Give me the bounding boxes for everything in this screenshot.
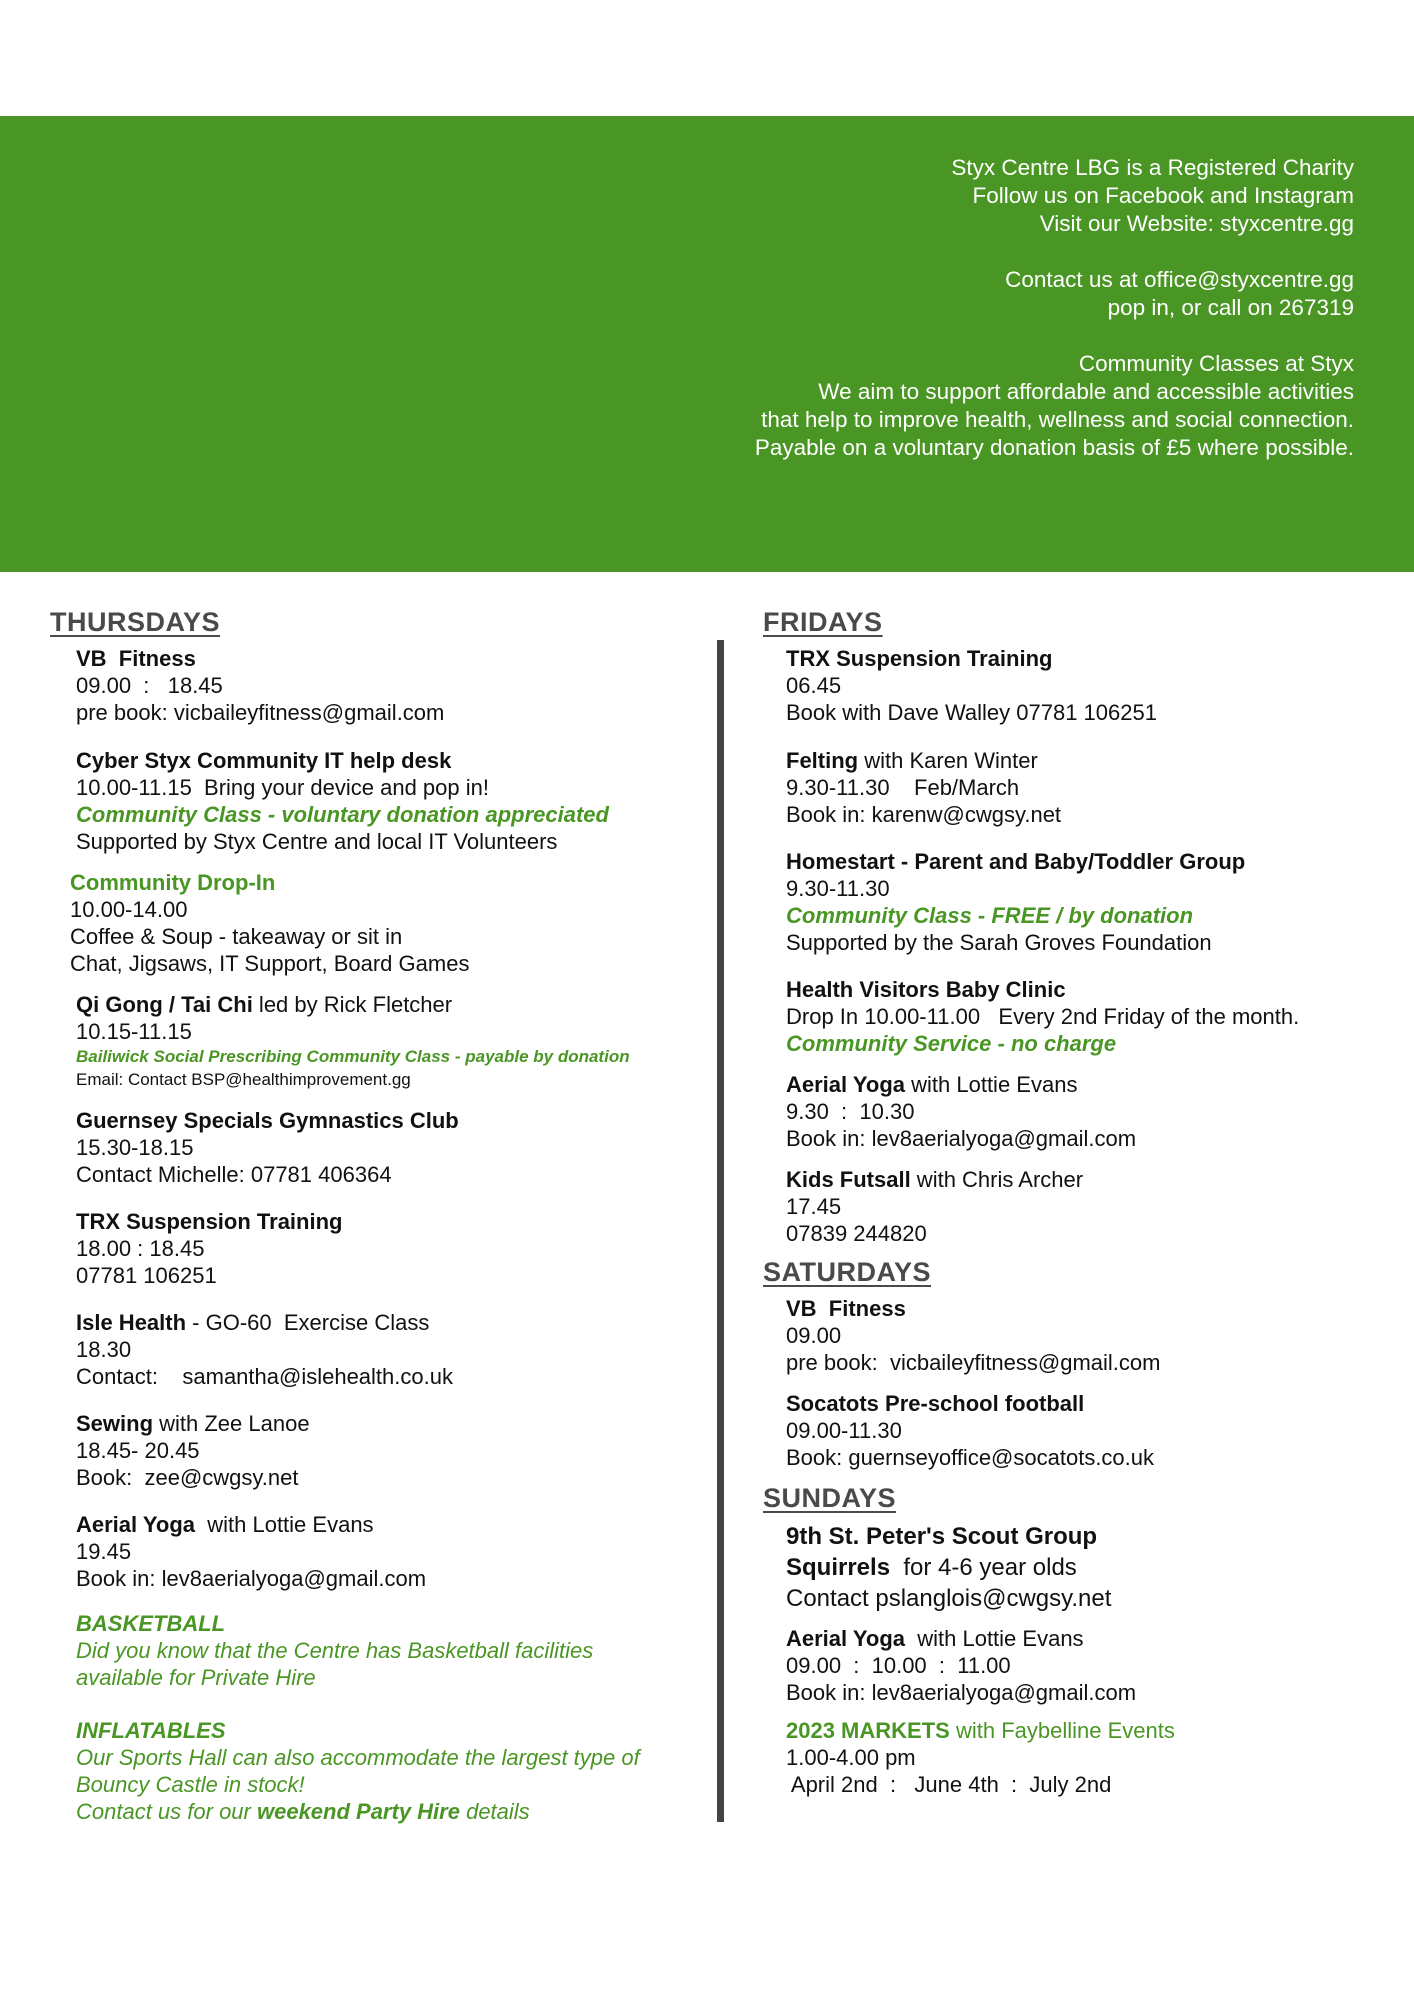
entry-dates: April 2nd : June 4th : July 2nd <box>786 1772 1112 1797</box>
entry-instructor: with Lottie Evans <box>905 1626 1084 1651</box>
thu-qi-gong <box>76 991 700 1091</box>
entry-title: Community Drop-In <box>70 870 276 895</box>
thu-aerial-yoga <box>76 1511 700 1592</box>
entry-detail: details <box>459 1799 530 1824</box>
entry-note: Bailiwick Social Prescribing Community Class - payable by donation <box>76 1047 630 1066</box>
contact-phone-line: pop in, or call on 267319 <box>1107 295 1354 320</box>
sun-scout-group <box>786 1521 1383 1614</box>
entry-title: Felting <box>786 748 859 773</box>
charity-line: Styx Centre LBG is a Registered Charity <box>951 155 1354 180</box>
entry-title: Qi Gong / Tai Chi <box>76 992 253 1017</box>
classes-desc-2: that help to improve health, wellness and social connection. <box>761 407 1354 432</box>
fridays-heading: FRIDAYS <box>763 607 883 637</box>
entry-detail: Did you know that the Centre has Basketball facilities <box>76 1638 594 1663</box>
entry-detail: Chat, Jigsaws, IT Support, Board Games <box>70 951 470 976</box>
entry-detail: Coffee & Soup - takeaway or sit in <box>70 924 403 949</box>
entry-time: 9.30-11.30 <box>786 876 890 901</box>
entry-detail: Contact us for our <box>76 1799 257 1824</box>
thu-cyber-styx <box>76 747 700 855</box>
entry-time: 10.00-11.15 Bring your device and pop in! <box>76 775 489 800</box>
entry-time: 09.00 <box>786 1323 842 1348</box>
header-banner <box>0 116 1414 572</box>
entry-note: Community Class - FREE / by donation <box>786 903 1194 928</box>
entry-time: 09.00-11.30 <box>786 1418 902 1443</box>
entry-instructor: with Chris Archer <box>910 1167 1084 1192</box>
entry-time: 09.00 : 18.45 <box>76 673 223 698</box>
entry-booking: Book in: karenw@cwgsy.net <box>786 802 1062 827</box>
thu-community-dropin <box>70 869 700 977</box>
sat-socatots <box>786 1390 1383 1471</box>
entry-booking: Book in: lev8aerialyoga@gmail.com <box>786 1126 1137 1151</box>
fri-felting <box>786 747 1383 828</box>
entry-title: VB Fitness <box>76 646 196 671</box>
entry-title: VB Fitness <box>786 1296 906 1321</box>
entry-title: Cyber Styx Community IT help desk <box>76 748 452 773</box>
entry-contact: 07781 106251 <box>76 1263 217 1288</box>
entry-contact: Contact Michelle: 07781 406364 <box>76 1162 392 1187</box>
entry-title: Aerial Yoga <box>76 1512 196 1537</box>
entry-booking: Book: guernseyoffice@socatots.co.uk <box>786 1445 1155 1470</box>
entry-time: 9.30 : 10.30 <box>786 1099 915 1124</box>
entry-title: Guernsey Specials Gymnastics Club <box>76 1108 459 1133</box>
entry-title: INFLATABLES <box>76 1718 226 1743</box>
social-line: Follow us on Facebook and Instagram <box>972 183 1354 208</box>
entry-title: Aerial Yoga <box>786 1626 906 1651</box>
classes-title: Community Classes at Styx <box>1078 351 1354 376</box>
entry-instructor: with Karen Winter <box>858 748 1038 773</box>
thu-vb-fitness <box>76 645 700 726</box>
fri-trx <box>786 645 1383 726</box>
thu-trx <box>76 1208 700 1289</box>
entry-title: 2023 MARKETS <box>786 1718 950 1743</box>
entry-time: 06.45 <box>786 673 842 698</box>
entry-contact: Email: Contact BSP@healthimprovement.gg <box>76 1070 411 1089</box>
entry-title: Kids Futsall <box>786 1167 911 1192</box>
entry-subtitle: Squirrels <box>786 1554 891 1581</box>
sun-markets <box>786 1717 1383 1798</box>
fri-kids-futsall <box>786 1166 1383 1247</box>
entry-instructor: led by Rick Fletcher <box>252 992 453 1017</box>
entry-time: 15.30-18.15 <box>76 1135 194 1160</box>
entry-note: Community Class - voluntary donation appreciated <box>76 802 609 827</box>
entry-title: Health Visitors Baby Clinic <box>786 977 1066 1002</box>
thu-sewing <box>76 1410 700 1491</box>
column-divider <box>717 640 724 1822</box>
entry-instructor: with Zee Lanoe <box>153 1411 310 1436</box>
sundays-heading: SUNDAYS <box>763 1483 897 1513</box>
entry-title: Homestart - Parent and Baby/Toddler Group <box>786 849 1246 874</box>
entry-time: 19.45 <box>76 1539 132 1564</box>
entry-time: 18.30 <box>76 1337 132 1362</box>
contact-email-line: Contact us at office@styxcentre.gg <box>1005 267 1354 292</box>
entry-booking: pre book: vicbaileyfitness@gmail.com <box>76 700 445 725</box>
thursdays-column <box>50 605 700 1825</box>
thu-gymnastics <box>76 1107 700 1188</box>
website-line: Visit our Website: styxcentre.gg <box>1039 211 1354 236</box>
entry-detail: available for Private Hire <box>76 1665 316 1690</box>
weekend-column <box>763 605 1383 1798</box>
entry-title: BASKETBALL <box>76 1611 226 1636</box>
thu-isle-health <box>76 1309 700 1390</box>
entry-detail: Our Sports Hall can also accommodate the largest type of <box>76 1745 640 1770</box>
entry-contact: 07839 244820 <box>786 1221 927 1246</box>
saturdays-heading: SATURDAYS <box>763 1257 932 1287</box>
entry-time: 18.45- 20.45 <box>76 1438 200 1463</box>
entry-support: Supported by the Sarah Groves Foundation <box>786 930 1212 955</box>
sat-vb-fitness <box>786 1295 1383 1376</box>
thu-basketball <box>76 1610 700 1691</box>
entry-time: 10.15-11.15 <box>76 1019 192 1044</box>
sun-aerial-yoga <box>786 1625 1383 1706</box>
entry-booking: Book in: lev8aerialyoga@gmail.com <box>786 1680 1137 1705</box>
entry-time: 17.45 <box>786 1194 842 1219</box>
fri-homestart <box>786 848 1383 956</box>
entry-title: Isle Health <box>76 1310 187 1335</box>
entry-contact: Contact: samantha@islehealth.co.uk <box>76 1364 453 1389</box>
thursdays-heading: THURSDAYS <box>50 607 221 637</box>
entry-contact: Contact pslanglois@cwgsy.net <box>786 1585 1112 1612</box>
classes-desc-1: We aim to support affordable and accessible activities <box>818 379 1354 404</box>
entry-title: TRX Suspension Training <box>76 1209 343 1234</box>
fri-baby-clinic <box>786 976 1383 1057</box>
entry-instructor: with Lottie Evans <box>905 1072 1078 1097</box>
entry-booking: Book in: lev8aerialyoga@gmail.com <box>76 1566 427 1591</box>
entry-title: TRX Suspension Training <box>786 646 1053 671</box>
entry-title: 9th St. Peter's Scout Group <box>786 1523 1098 1550</box>
charity-info <box>454 154 1354 462</box>
entry-booking: pre book: vicbaileyfitness@gmail.com <box>786 1350 1161 1375</box>
entry-booking: Book: zee@cwgsy.net <box>76 1465 299 1490</box>
thu-inflatables <box>76 1717 700 1825</box>
party-hire-highlight: weekend Party Hire <box>256 1799 460 1824</box>
entry-detail: Bouncy Castle in stock! <box>76 1772 305 1797</box>
entry-time: Drop In 10.00-11.00 Every 2nd Friday of the month. <box>786 1004 1300 1029</box>
entry-time: 9.30-11.30 Feb/March <box>786 775 1020 800</box>
entry-time: 09.00 : 10.00 : 11.00 <box>786 1653 1011 1678</box>
entry-title: Sewing <box>76 1411 154 1436</box>
entry-time: 18.00 : 18.45 <box>76 1236 205 1261</box>
entry-note: Community Service - no charge <box>786 1031 1117 1056</box>
entry-subtitle: - GO-60 Exercise Class <box>186 1310 430 1335</box>
entry-title: Socatots Pre-school football <box>786 1391 1085 1416</box>
entry-title: Aerial Yoga <box>786 1072 906 1097</box>
entry-support: Supported by Styx Centre and local IT Volunteers <box>76 829 558 854</box>
classes-desc-3: Payable on a voluntary donation basis of £5 where possible. <box>754 435 1354 460</box>
entry-time: 10.00-14.00 <box>70 897 188 922</box>
entry-time: 1.00-4.00 pm <box>786 1745 916 1770</box>
fri-aerial-yoga <box>786 1071 1383 1152</box>
entry-age-range: for 4-6 year olds <box>890 1554 1077 1581</box>
entry-organiser: with Faybelline Events <box>949 1718 1175 1743</box>
entry-instructor: with Lottie Evans <box>195 1512 374 1537</box>
entry-booking: Book with Dave Walley 07781 106251 <box>786 700 1157 725</box>
